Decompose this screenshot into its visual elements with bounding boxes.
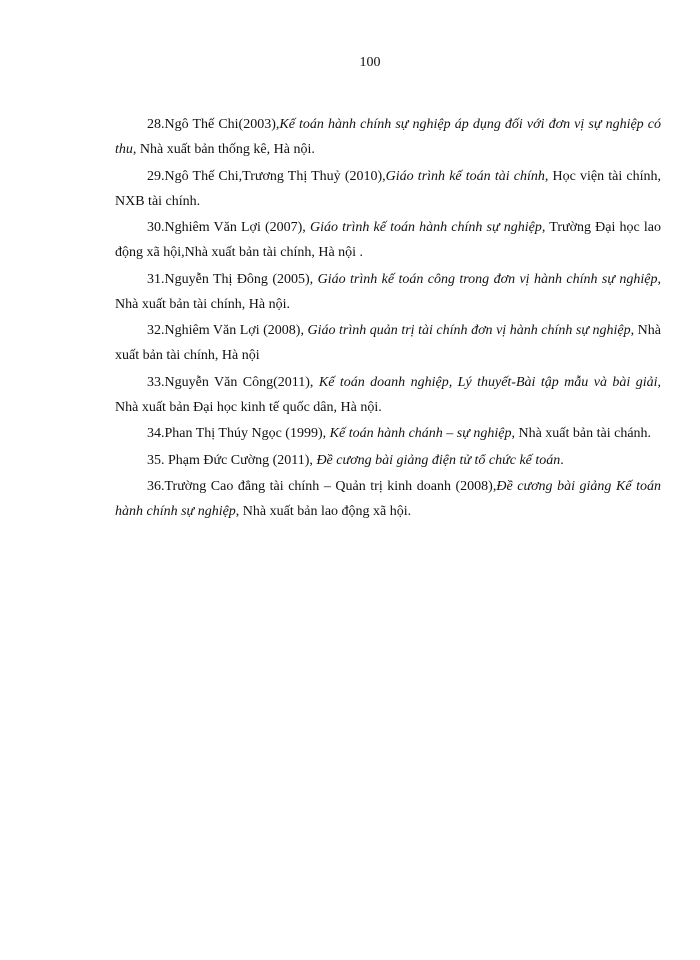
reference-publisher: . (560, 452, 564, 468)
reference-publisher: , Nhà xuất bản Đại học kinh tế quốc dân, Hà nội. (115, 374, 661, 415)
reference-author-year: 33.Nguyễn Văn Công(2011), (147, 374, 319, 390)
reference-item-36 (115, 474, 661, 524)
reference-title: Kế toán doanh nghiệp, Lý thuyết-Bài tập mẫu và bài giải (318, 374, 658, 390)
page-number: 100 (359, 55, 381, 70)
reference-publisher: , Nhà xuất bản tài chính, Hà nội (115, 323, 661, 363)
reference-title: Giáo trình kế toán tài chính (385, 168, 545, 184)
reference-author-year: 35. Phạm Đức Cường (2011), (147, 452, 317, 468)
reference-author-year: 29.Ngô Thế Chi,Trương Thị Thuỷ (2010), (147, 168, 386, 184)
reference-item-30 (115, 215, 661, 265)
reference-title: Giáo trình quản trị tài chính đơn vị hành chính sự nghiệp (307, 323, 631, 338)
reference-item-33 (115, 370, 661, 420)
reference-item-35 (115, 448, 661, 473)
reference-title: Kế toán hành chánh – sự nghiệp (329, 426, 512, 441)
reference-title: Đề cương bài giảng Kế toán hành chính sự nghiệp (115, 479, 661, 519)
reference-list (115, 112, 661, 526)
reference-title: Đề cương bài giảng điện tử tổ chức kế toán (316, 452, 561, 468)
reference-item-29 (115, 164, 661, 214)
reference-item-32 (115, 318, 661, 368)
reference-item-34 (115, 421, 661, 446)
reference-author-year: 30.Nghiêm Văn Lợi (2007), (147, 220, 310, 235)
reference-author-year: 32.Nghiêm Văn Lợi (2008), (147, 323, 308, 338)
reference-publisher: , Nhà xuất bản thống kê, Hà nội. (132, 142, 315, 157)
reference-publisher: , Nhà xuất bản tài chánh. (511, 426, 652, 441)
reference-publisher: , Nhà xuất bản tài chính, Hà nội. (115, 271, 661, 312)
reference-item-28 (115, 112, 661, 162)
reference-title: Giáo trình kế toán hành chính sự nghiệp (309, 220, 542, 235)
reference-author-year: 31.Nguyễn Thị Đông (2005), (147, 271, 318, 287)
reference-publisher: , Nhà xuất bản lao động xã hội. (235, 504, 412, 519)
reference-publisher: , Trường Đại học lao động xã hội,Nhà xuất bản tài chính, Hà nội . (115, 220, 661, 260)
reference-author-year: 28.Ngô Thế Chi(2003), (147, 117, 280, 132)
reference-author-year: 36.Trường Cao đẳng tài chính – Quản trị kinh doanh (2008), (147, 479, 497, 494)
reference-title: Giáo trình kế toán công trong đơn vị hành chính sự nghiệp (317, 271, 658, 287)
reference-author-year: 34.Phan Thị Thúy Ngọc (1999), (147, 426, 330, 441)
reference-publisher: , Học viện tài chính, NXB tài chính. (115, 168, 661, 209)
reference-title: Kế toán hành chính sự nghiệp áp dụng đối với đơn vị sự nghiệp có thu (115, 117, 661, 157)
reference-item-31 (115, 267, 661, 317)
